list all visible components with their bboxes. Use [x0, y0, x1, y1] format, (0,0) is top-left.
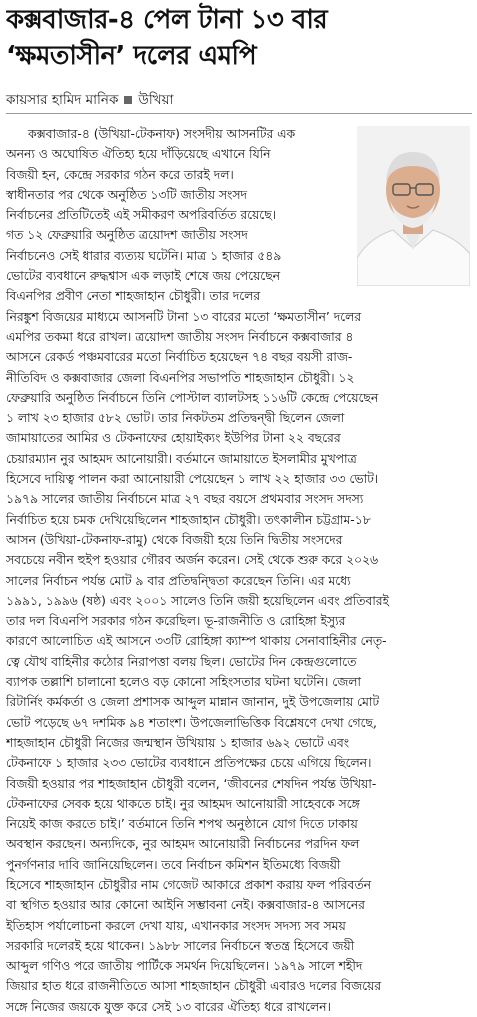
- dateline-location: উখিয়া: [138, 92, 174, 108]
- article-line: নিরঙ্কুশ বিজয়ের মাধ্যমে আসনটি টানা ১৩ বারের মতো ‘ক্ষমতাসীন’ দলের: [6, 309, 362, 324]
- article-line: কক্সবাজার-৪ (উখিয়া-টেকনাফ) সংসদীয় আসনটির এক: [28, 127, 296, 141]
- article-line: বা স্থগিত হওয়ার আর কোনো আইনি সম্ভাবনা নেই। কক্সবাজার-৪ আসনের: [6, 898, 365, 913]
- article-line: ভোটের ব্যবধানে রুদ্ধশ্বাস এক লড়াই শেষে জয় পেয়েছেন: [6, 269, 280, 284]
- article-line: জামায়াতের আমির ও টেকনাফের হোয়াইক্যং ইউপির টানা ২২ বছরের: [6, 431, 341, 446]
- article-line: অবস্থান করছেন। অন্যদিকে, নুর আহমদ আনোয়ারী নির্বাচনের পরদিন ফল: [6, 837, 360, 852]
- article-line: বিজয়ী হন, কেন্দ্রে সরকার গঠন করে তারই দল।: [6, 167, 234, 182]
- article-line: ফেব্রুয়ারি অনুষ্ঠিত নির্বাচনে তিনি পোস্টাল ব্যালটসহ ১১৬টি কেন্দ্রে পেয়েছেন: [6, 390, 379, 405]
- article-line: সবচেয়ে নবীন হুইপ হওয়ার গৌরব অর্জন করেন। সেই থেকে শুরু করে ২০২৬: [6, 553, 378, 568]
- article-line: নির্বাচিত হয়ে চমক দেখিয়েছিলেন শাহজাহান চৌধুরী। তৎকালীন চট্টগ্রাম-১৮: [6, 512, 371, 527]
- headline: [6, 2, 472, 74]
- article-line: স্বাধীনতার পর থেকে অনুষ্ঠিত ১৩টি জাতীয় সংসদ: [6, 187, 247, 202]
- article-line: পুনর্গণনার দাবি জানিয়েছিলেন। তবে নির্বাচন কমিশন ইতিমধ্যে বিজয়ী: [6, 857, 341, 872]
- article-line: নির্বাচনের প্রতিটিতেই এই সমীকরণ অপরিবর্তিত রয়েছে।: [6, 208, 277, 223]
- article-line: বিজয়ী হওয়ার পর শাহজাহান চৌধুরী বলেন, ‘জীবনের শেষদিন পর্যন্ত উখিয়া-: [6, 776, 377, 791]
- article-line: ত্বে যৌথ বাহিনীর কঠোর নিরাপত্তা বলয় ছিল। ভোটের দিন কেন্দ্রগুলোতে: [6, 654, 357, 669]
- article-line: আব্দুল গণিও পরে জাতীয় পার্টিকে সমর্থন দিয়েছিলেন। ১৯৭৯ সালে শহীদ: [6, 959, 363, 974]
- article-line: ১ লাখ ২৩ হাজার ৫৮২ ভোট। তার নিকটতম প্রতিদ্বন্দ্বী ছিলেন জেলা: [6, 411, 345, 426]
- article-line: অনন্য ও অঘোষিত ঐতিহ্য হয়ে দাঁড়িয়েছে এখানে যিনি: [6, 147, 271, 162]
- article-line: কারণে আলোচিত এই আসনে ৩৩টি রোহিঙ্গা ক্যাম্প থাকায় সেনাবাহিনীর নেতৃ-: [6, 634, 387, 649]
- article-body: [6, 124, 472, 1017]
- article-line: নীতিবিদ ও কক্সবাজার জেলা বিএনপির সভাপতি শাহজাহান চৌধুরী। ১২: [6, 370, 355, 385]
- byline-divider: [6, 113, 472, 114]
- article-line: তার দল বিএনপি সরকার গঠন করেছিল। ভূ-রাজনীতি ও রোহিঙ্গা ইস্যুর: [6, 614, 346, 629]
- article-line: সরকারি দলেরই হয়ে থাকেন। ১৯৮৮ সালের নির্বাচনে স্বতন্ত্র হিসেবে জয়ী: [6, 938, 355, 953]
- article-line: ব্যাপক তল্লাশি চালানো হলেও বড় কোনো সহিংসতার ঘটনা ঘটেনি। জেলা: [6, 675, 361, 690]
- article-line: হিসেবে দায়িত্ব পালন করা আনোয়ারী পেয়েছেন ১ লাখ ২২ হাজার ৩৩ ভোট।: [6, 472, 379, 487]
- byline: [6, 90, 472, 110]
- article-line: টেকনাফে ১ হাজার ২৩৩ ভোটের ব্যবধানে প্রতিপক্ষের চেয়ে এগিয়ে ছিলেন।: [6, 756, 372, 771]
- article-line: শাহজাহান চৌধুরী নিজের জন্মস্থান উখিয়ায় ১ হাজার ৬৯২ ভোটে এবং: [6, 735, 350, 750]
- article-line: সালের নির্বাচন পর্যন্ত মোট ৯ বার প্রতিদ্বন্দ্বিতা করেছেন তিনি। এর মধ্যে: [6, 573, 351, 588]
- article-line: ভোট পড়েছে ৬৭ দশমিক ৯৪ শতাংশ। উপজেলাভিত্তিক বিশ্লেষণে দেখা গেছে,: [6, 715, 377, 730]
- article-line: ১৯৯১, ১৯৯৬ (ষষ্ঠ) এবং ২০০১ সালেও তিনি জয়ী হয়েছিলেন এবং প্রতিবারই: [6, 593, 389, 608]
- author-name: কায়সার হামিদ মানিক: [6, 92, 119, 108]
- article-line: রিটার্নিং কর্মকর্তা ও জেলা প্রশাসক আব্দুল মান্নান জানান, দুই উপজেলায় মোট: [6, 695, 380, 710]
- article-line: টেকনাফের সেবক হয়ে থাকতে চাই। নুর আহমদ আনোয়ারী সাহেবকে সঙ্গে: [6, 796, 360, 811]
- article-line: জিয়ার হাত ধরে রাজনীতিতে আসা শাহজাহান চৌধুরী এবারও দলের বিজয়ের: [6, 979, 382, 994]
- article-line: ইতিহাস পর্যালোচনা করলে দেখা যায়, এখানকার সংসদ সদস্য সব সময়: [6, 918, 346, 933]
- article-line: এমপির তকমা ধরে রাখল। ত্রয়োদশ জাতীয় সংসদ নির্বাচনে কক্সবাজার ৪: [6, 329, 354, 344]
- article-line: বিএনপির প্রবীণ নেতা শাহজাহান চৌধুরী। তার দলের: [6, 289, 261, 304]
- article-line: নিয়েই কাজ করতে চাই।’ বর্তমানে তিনি শপথ অনুষ্ঠানে যোগ দিতে ঢাকায়: [6, 817, 358, 832]
- article-line: হিসেবে শাহজাহান চৌধুরীর নাম গেজেট আকারে প্রকাশ করায় ফল পরিবর্তন: [6, 877, 371, 892]
- article-line: চেয়ারম্যান নুর আহমদ আনোয়ারী। বর্তমানে জামায়াতে ইসলামীর মুখপাত্র: [6, 451, 357, 466]
- headline-line-1: কক্সবাজার-৪ পেল টানা ১৩ বার: [6, 5, 328, 35]
- article-line: আসনে রেকর্ড পঞ্চমবারের মতো নির্বাচিত হয়েছেন ৭৪ বছর বয়সী রাজ-: [6, 350, 353, 365]
- article-line: নির্বাচনেও সেই ধারার ব্যত্যয় ঘটেনি। মাত্র ১ হাজার ৫৪৯: [6, 248, 282, 263]
- article-line: সঙ্গে নিজের জয়কে যুক্ত করে সেই ১৩ বারের ঐতিহ্য ধরে রাখলেন।: [6, 999, 331, 1014]
- article-line: ১৯৭৯ সালের জাতীয় নির্বাচনে মাত্র ২৭ বছর বয়সে প্রথমবার সংসদ সদস্য: [6, 492, 364, 507]
- headline-line-2: ‘ক্ষমতাসীন’ দলের এমপি: [6, 41, 257, 71]
- article-line: আসন (উখিয়া-টেকনাফ-রামু) থেকে বিজয়ী হয়ে তিনি দ্বিতীয় সংসদের: [6, 532, 343, 547]
- separator-square-icon: [124, 96, 132, 104]
- article-line: গত ১২ ফেব্রুয়ারি অনুষ্ঠিত ত্রয়োদশ জাতীয় সংসদ: [6, 228, 248, 243]
